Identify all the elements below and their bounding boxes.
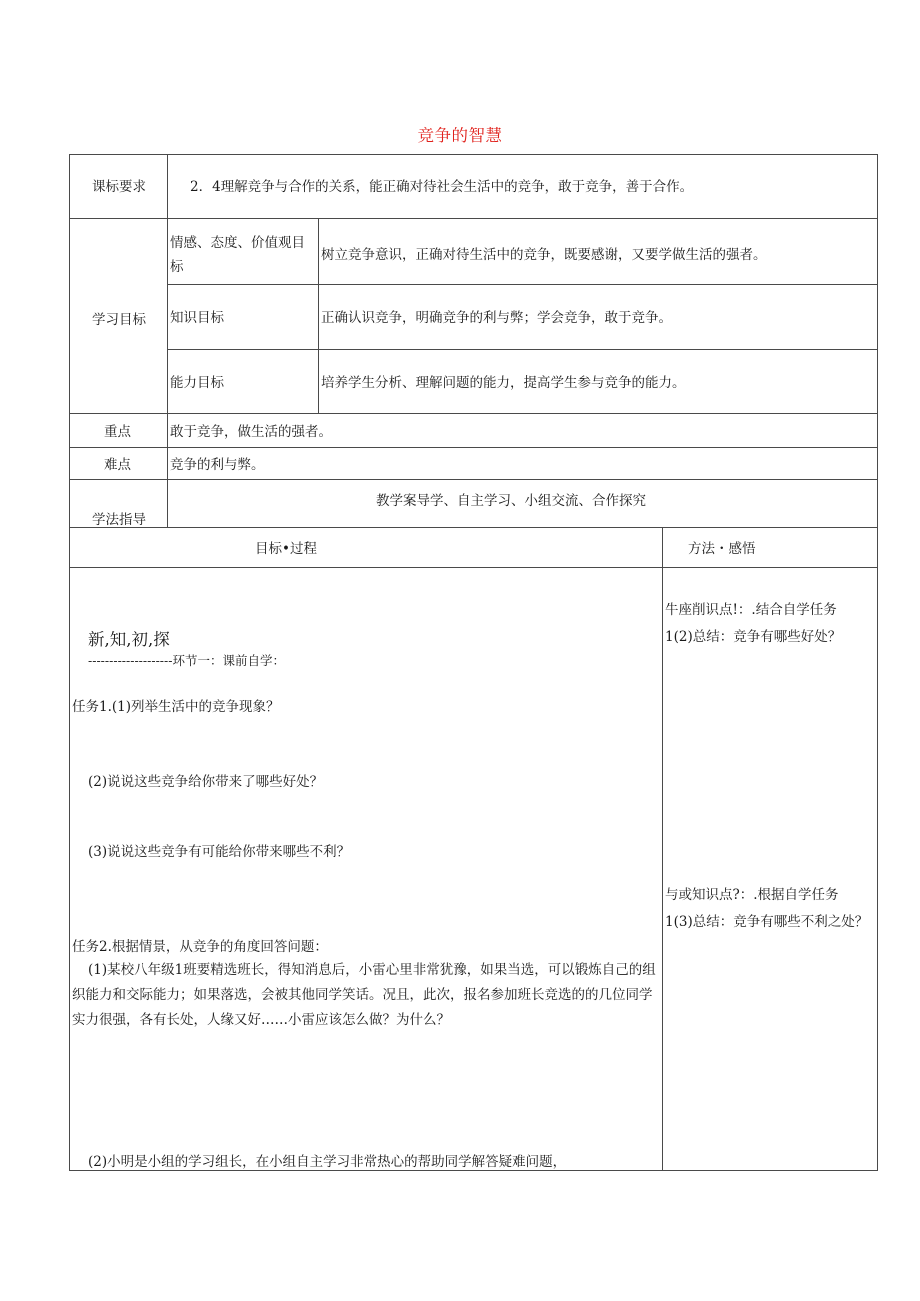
task1: 任务1.(1)列举生活中的竞争现象？ bbox=[72, 699, 280, 715]
process-header-left: 目标•过程 bbox=[255, 541, 317, 557]
task1-question3: (3)说说这些竞争有可能给你带来哪些不利？ bbox=[88, 844, 351, 860]
method-label: 学法指导 bbox=[92, 512, 146, 528]
task1-question2: (2)说说这些竞争给你带来了哪些好处？ bbox=[88, 774, 324, 790]
curriculum-value: 2．4理解竞争与合作的关系，能正确对待社会生活中的竞争，敢于竞争，善于合作。 bbox=[190, 179, 694, 195]
objective-knowledge-label: 知识目标 bbox=[170, 310, 224, 326]
key-point-label: 重点 bbox=[104, 424, 131, 440]
objective-emotion-label: 情感、态度、价值观目 bbox=[170, 235, 305, 251]
objective-knowledge-value: 正确认识竞争，明确竞争的利与弊；学会竞争，敢于竞争。 bbox=[321, 310, 672, 326]
note1-line2: 1(2)总结：竞争有哪些好处？ bbox=[665, 629, 842, 645]
section-title: 新,知,初,探 bbox=[88, 630, 170, 649]
objective-ability-value: 培养学生分析、理解问题的能力，提高学生参与竞争的能力。 bbox=[321, 375, 686, 391]
note1-line1: 牛座削识点!：.结合自学任务 bbox=[665, 602, 837, 618]
task2-question2: (2)小明是小组的学习组长，在小组自主学习非常热心的帮助同学解答疑难问题， bbox=[88, 1154, 567, 1170]
method-value: 教学案导学、自主学习、小组交流、合作探究 bbox=[376, 493, 646, 509]
objectives-label: 学习目标 bbox=[92, 312, 146, 328]
curriculum-label: 课标要求 bbox=[92, 179, 146, 195]
objective-ability-label: 能力目标 bbox=[170, 375, 224, 391]
objective-emotion-value: 树立竞争意识，正确对待生活中的竞争，既要感谢，又要学做生活的强者。 bbox=[321, 247, 767, 263]
page-title: 竞争的智慧 bbox=[417, 126, 503, 145]
difficulty-value: 竞争的利与弊。 bbox=[170, 457, 265, 473]
note2-line1: 与或知识点?：.根据自学任务 bbox=[665, 887, 839, 903]
key-point-value: 敢于竞争，做生活的强者。 bbox=[170, 424, 332, 440]
task2: 任务2.根据情景，从竞争的角度回答问题： bbox=[72, 939, 328, 955]
task2-question1: (1)某校八年级1班要精选班长，得知消息后，小雷心里非常犹豫，如果当选，可以锻炼自己的组织能力和交际能力；如果落选，会被其他同学笑话。况且，此次，报名参加班长竞选的的几位同学实力很强，各有长处，人缘又好……小雷应该怎么做？为什么？ bbox=[72, 962, 656, 1028]
note2-line2: 1(3)总结：竞争有哪些不利之处？ bbox=[665, 914, 869, 930]
stage-heading: --------------------环节一：课前自学： bbox=[88, 653, 285, 668]
process-header-right: 方法・感悟 bbox=[688, 541, 756, 557]
difficulty-label: 难点 bbox=[104, 457, 131, 473]
objective-emotion-label-cont: 标 bbox=[170, 259, 184, 275]
